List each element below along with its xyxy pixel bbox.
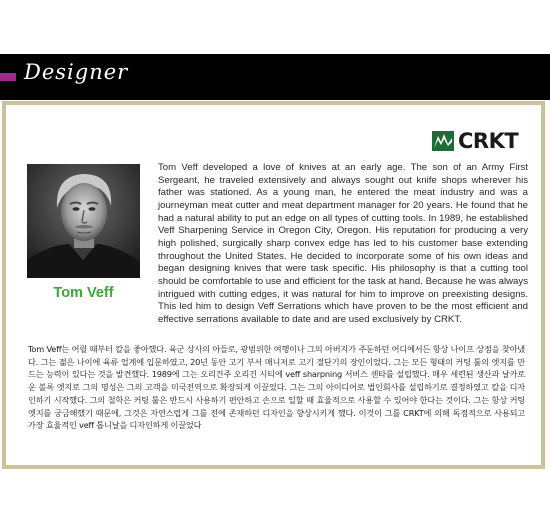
section-title: Designer xyxy=(24,60,129,84)
designer-photo xyxy=(27,164,140,278)
header-accent-bar xyxy=(0,73,16,81)
designer-name: Tom Veff xyxy=(53,285,114,301)
crkt-logo xyxy=(432,129,518,153)
crkt-logo-icon xyxy=(432,131,454,151)
logo-text: CRKT xyxy=(458,129,519,153)
designer-bio-english: Tom Veff developed a love of knives at an early age. The son of an Army First Sergeant, he traveled extensively and always sought out knife shops wherever his father was stationed. As a young man, he entered the meat industry and was a journeyman meat cutter and meat department manager for 20 years. He found that he had a natural ability to put an edge on all types of cutting tools. In 1989, he established Veff Sharpening Service in Oregon City, Oregon. His reputation for producing a very high polished, surgically sharp convex edge has led to his customer base extending throughout the United States. He decided to incorporate some of his own ideas and began designing knives that were task specific. His philosophy is that a cutting tool should be comfortable to use and efficient for the task at hand. Because he was always intrigued with cutting edges, it was natural for him to improve on preexisting designs. This led him to design Veff Serrations which have proven to be the most efficient and effective serrations available to date and are used exclusively by CRKT. xyxy=(158,162,528,325)
designer-bio-korean: Tom Veff는 어릴 때부터 칼을 좋아했다. 육군 상사의 아들로, 광범위한 여행이나 그의 아버지가 주둔하던 어디에서든 항상 나이프 상점을 찾아냈다. 그는 젊은 나이에 육류 업계에 입문하였고, 20년 동안 고기 부서 매니저로 고기 절단기의 장인이었다. 그는 모든 형태의 커팅 툴의 엣지를 만드는 능력이 있다는 것을 발견했다. 1989에 그는 오리건주 오리건 시티에 veff sharpning 서비스 센타를 설립했다. 매우 세련된 생산과 날카로운 볼록 엣지로 그의 명성은 그의 고객을 미국전역으로 확장되게 이끌었다. 그는 그의 아이디어로 법인회사를 설립하기로 결정하였고 칼을 디자인하기 시작했다. 그의 철학은 커팅 툴은 반드시 사용하기 편안하고 손으로 일할 때 효율적으로 사용할 수 있어야 한다는 것이다. 그는 항상 커팅 엣지를 궁금해했기 때문에, 그것은 자연스럽게 그를 전에 존재하던 디자인을 향상시키게 했다. 이것이 그를 CRKT에 의해 독점적으로 사용되고 가장 효율적인 veff 톱니날을 디자인하게 이끌었다 xyxy=(28,344,525,431)
